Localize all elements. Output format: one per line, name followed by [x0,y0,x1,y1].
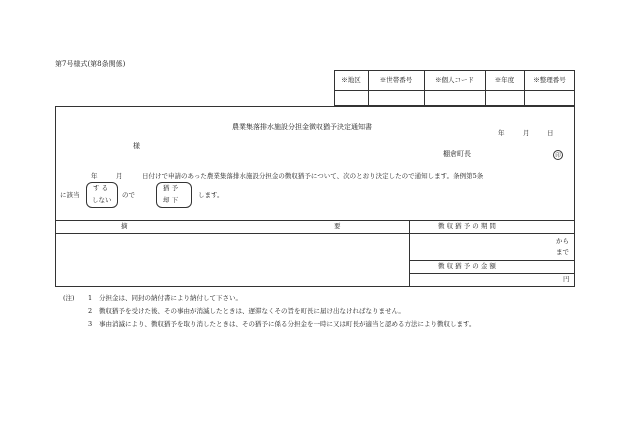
seal-mark: 印 [553,150,563,160]
period-from-label: から [556,237,569,245]
body-text-line1: 日付けで申請のあった農業集落排水施設分担金の徴収猶予について、次のとおり決定したので通知します。条例第5条 [142,172,484,180]
header-cell-district: ※地区 [341,76,361,84]
note-2-text: 徴収猶予を受けた後、その事由が消滅したときは、遅滞なくその旨を町長に届け出なければなりません。 [99,307,405,315]
summary-field[interactable] [57,235,407,285]
fiscal-year-field[interactable] [486,91,524,105]
header-cell-fiscal-year: ※年度 [494,76,515,84]
header-cell-reference-number: ※整理番号 [533,76,566,84]
choice-not-applies[interactable]: しない [92,196,112,204]
date-day-label: 日 [547,129,554,137]
line2-middle: ので [122,191,135,199]
issuer-name: 棚倉町長 [443,150,471,158]
choice-rejection[interactable]: 却 下 [163,196,179,204]
notes-heading: (注) [63,294,75,302]
deferral-amount-header: 徴 収 猶 予 の 金 額 [438,262,496,270]
header-cell-household-number: ※世帯番号 [379,76,413,84]
date-month-label: 月 [523,129,530,137]
note-1-text: 分担金は、同封の納付書により納付して下さい。 [99,294,242,302]
note-3-number: 3 [88,320,93,328]
header-cell-personal-code: ※個人コード [435,76,474,84]
amount-yen-unit: 円 [563,275,570,283]
form-number: 第7号様式(第8条関係) [55,60,126,68]
line2-prefix: に該当 [60,191,80,199]
body-year-label: 年 [91,172,98,180]
district-value-field[interactable] [335,91,368,105]
body-month-label: 月 [116,172,123,180]
reference-number-field[interactable] [525,91,574,105]
summary-header-part1: 摘 [121,222,128,230]
addressee-honorific: 様 [133,142,140,150]
note-3-text: 事由消滅により、徴収猶予を取り消したときは、その猶予に係る分担金を一時に又は町長が適当と認める方法により徴収します。 [99,320,476,328]
summary-header-part2: 要 [334,222,341,230]
choice-deferral[interactable]: 猶 予 [163,184,179,192]
note-1-number: 1 [88,294,93,302]
notice-title: 農業集落排水施設分担金徴収猶予決定通知書 [232,123,372,131]
choice-applies[interactable]: す る [93,184,109,192]
deferral-period-header: 徴 収 猶 予 の 期 間 [438,222,496,230]
personal-code-field[interactable] [425,91,485,105]
line2-suffix: します。 [198,191,224,199]
date-year-label: 年 [498,129,505,137]
household-number-field[interactable] [369,91,424,105]
note-2-number: 2 [88,307,93,315]
period-to-label: まで [556,248,569,256]
